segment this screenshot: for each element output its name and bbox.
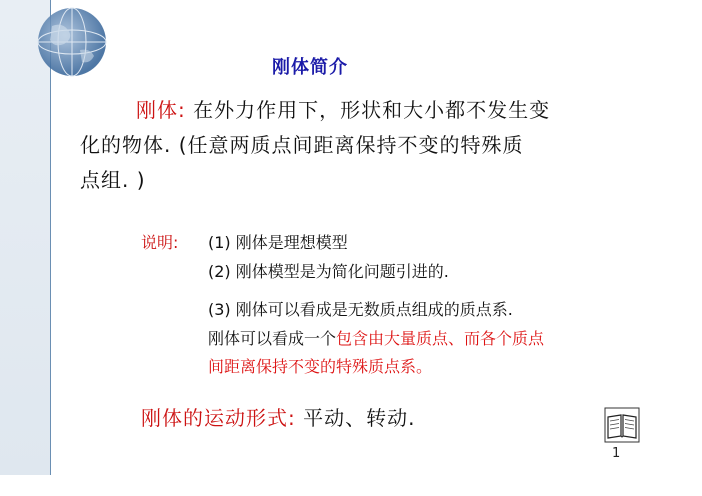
definition-line-2: 化的物体. (任意两质点间距离保持不变的特殊质 [80, 133, 524, 157]
motion-forms-line [141, 402, 415, 431]
note-item-4 [208, 326, 544, 349]
note-item-1: (1) 刚体是理想模型 [208, 233, 348, 252]
note-5-end: 。 [416, 357, 433, 376]
definition-line-3: 点组. ) [80, 168, 146, 192]
note-label: 说明: [141, 233, 179, 252]
definition-paragraph [80, 93, 620, 198]
note-4-highlight: 包含由大量质点、而各个质点 [336, 329, 545, 348]
motion-text: 平动、转动. [303, 406, 416, 430]
page-number: 1 [612, 446, 621, 461]
note-item-3: (3) 刚体可以看成是无数质点组成的质点系. [208, 300, 513, 319]
open-book-icon[interactable] [604, 407, 640, 443]
motion-label: 刚体的运动形式: [141, 406, 296, 430]
note-5-highlight: 间距离保持不变的特殊质点系 [208, 357, 417, 376]
globe-icon [30, 4, 114, 80]
note-item-5 [208, 354, 432, 377]
definition-line-1: 在外力作用下，形状和大小都不发生变 [193, 98, 551, 122]
note-item-2: (2) 刚体模型是为简化问题引进的. [208, 262, 449, 281]
note-4-plain: 刚体可以看成一个 [208, 329, 337, 348]
definition-term: 刚体: [136, 98, 186, 122]
slide-title: 刚体简介 [272, 57, 348, 78]
